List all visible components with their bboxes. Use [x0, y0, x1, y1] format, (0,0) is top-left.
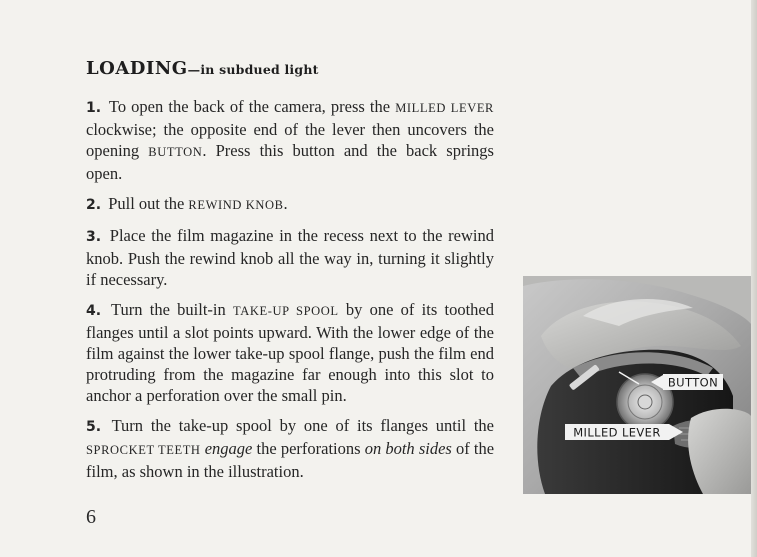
step-4: [86, 299, 494, 406]
term-milled-lever: MILLED LEVER: [395, 101, 494, 115]
term-take-up-spool: TAKE-UP SPOOL: [232, 304, 339, 318]
step-text: To open the back of the camera, press the: [108, 97, 396, 116]
step-3: [86, 225, 494, 290]
camera-photo: [523, 276, 751, 494]
finger: [688, 409, 751, 494]
heading-title: LOADING: [86, 58, 188, 79]
page-number: 6: [86, 506, 96, 528]
step-text: Turn the built-in: [111, 300, 233, 319]
term-button: BUTTON: [148, 145, 203, 159]
step-text: clockwise; the opposite end of the lever then uncovers the opening: [86, 120, 494, 160]
step-2: [86, 193, 494, 216]
step-number: 3.: [86, 229, 102, 245]
emphasis-on-both-sides: on both sides: [364, 439, 452, 458]
step-number: 2.: [86, 197, 102, 213]
step-text: the perforations: [252, 439, 365, 458]
step-number: 4.: [86, 303, 102, 319]
step-5: [86, 415, 494, 482]
step-text: of the film, as shown in the illustration.: [86, 439, 495, 481]
section-heading: [86, 58, 319, 79]
step-1: [86, 96, 494, 184]
instructions: [86, 96, 494, 491]
step-number: 5.: [86, 419, 102, 435]
camera-illustration: [523, 276, 751, 494]
dial-center: [638, 395, 652, 409]
step-text: .: [283, 194, 288, 213]
page-edge-shadow: [751, 0, 757, 557]
emphasis-engage: engage: [204, 439, 253, 458]
step-text: Turn the take-up spool by one of its flanges until the: [111, 416, 495, 435]
label-milled-lever: MILLED LEVER: [573, 425, 661, 440]
term-sprocket-teeth: SPROCKET TEETH: [86, 443, 201, 457]
heading-subtitle: —in subdued light: [187, 62, 319, 77]
step-text: Place the film magazine in the recess next to the rewind knob. Push the rewind knob all the way in, turning it slightly if necessary.: [86, 226, 494, 289]
term-rewind-knob: REWIND KNOB: [188, 198, 284, 212]
step-text: Pull out the: [108, 194, 189, 213]
step-text: . Press this button and the back springs open.: [86, 141, 494, 183]
step-text: by one of its toothed flanges until a slot points upward. With the lower edge of the film against the lower take-up spool flange, push the film end protruding from the magazine far enough into this slot to anchor a perforation over the small pin.: [86, 300, 494, 405]
step-number: 1.: [86, 100, 102, 116]
label-button: BUTTON: [667, 375, 719, 390]
